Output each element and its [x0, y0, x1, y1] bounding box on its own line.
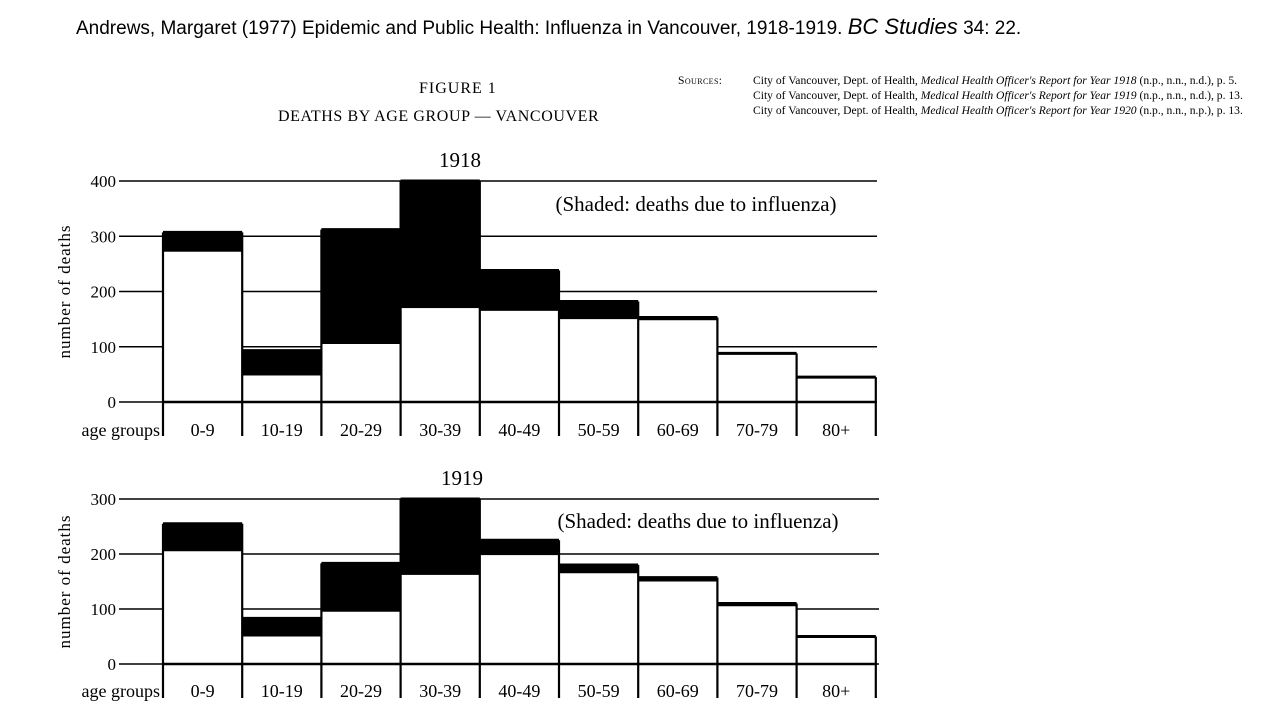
- chart-1918-category-label-0-9: 0-9: [190, 420, 215, 440]
- chart-1918-category-label-60-69: 60-69: [656, 420, 699, 440]
- chart-1919-ytick-label-0: 0: [107, 655, 116, 674]
- chart-1919-category-label-10-19: 10-19: [260, 681, 303, 701]
- figure-label: FIGURE 1: [419, 80, 497, 97]
- chart-1918-bar-other-10-19: [242, 375, 321, 402]
- chart-1919-bar-other-60-69: [638, 582, 717, 665]
- source-3-title: Medical Health Officer's Report for Year 1920: [920, 104, 1137, 117]
- chart-1918-bar-other-40-49: [480, 311, 559, 402]
- chart-1918-bar-other-60-69: [638, 320, 717, 402]
- chart-1918-bar-other-20-29: [321, 344, 400, 402]
- chart-1919-ytick-label-300: 300: [90, 490, 116, 509]
- chart-1919-bar-influenza-0-9: [163, 524, 242, 552]
- chart-1919-bar-influenza-40-49: [480, 540, 559, 555]
- chart-1918-bar-influenza-0-9: [163, 232, 242, 251]
- chart-1918-bar-influenza-10-19: [242, 351, 321, 376]
- chart-1919-bar-influenza-20-29: [321, 563, 400, 611]
- chart-1918-bar-other-80+: [797, 377, 876, 402]
- chart-1919-category-label-80+: 80+: [822, 681, 851, 701]
- chart-1919-bar-other-80+: [797, 637, 876, 665]
- chart-1919-bar-influenza-10-19: [242, 618, 321, 636]
- source-3-pre: City of Vancouver, Dept. of Health,: [753, 104, 921, 117]
- chart-1918-category-label-30-39: 30-39: [419, 420, 462, 440]
- citation-prefix: Andrews, Margaret (1977) Epidemic and Public Health: Influenza in Vancouver, 1918-1919.: [76, 18, 843, 39]
- chart-1919-bar-other-10-19: [242, 637, 321, 665]
- chart-1918-ytick-label-100: 100: [90, 337, 116, 357]
- sources-label: Sources:: [678, 74, 723, 87]
- source-1-pre: City of Vancouver, Dept. of Health,: [753, 74, 921, 87]
- chart-1918-bar-other-70-79: [717, 353, 796, 402]
- chart-1919-title: 1919: [441, 466, 483, 490]
- source-2-title: Medical Health Officer's Report for Year 1919: [920, 89, 1137, 102]
- chart-1919-category-label-70-79: 70-79: [736, 681, 778, 701]
- chart-1918-category-label-10-19: 10-19: [260, 420, 303, 440]
- chart-1919-category-label-40-49: 40-49: [498, 681, 541, 701]
- chart-1919-bar-other-20-29: [321, 612, 400, 664]
- chart-1919-bar-influenza-30-39: [401, 499, 480, 575]
- citation-journal: BC Studies: [847, 14, 958, 39]
- chart-1919-bar-other-50-59: [559, 573, 638, 664]
- chart-1918-ytick-label-400: 400: [90, 172, 116, 191]
- citation-suffix: 34: 22.: [963, 18, 1022, 39]
- chart-1918-bar-other-30-39: [401, 308, 480, 402]
- chart-1919-annotation: (Shaded: deaths due to influenza): [557, 509, 839, 533]
- chart-1918-bar-influenza-40-49: [480, 271, 559, 311]
- chart-1918-ylabel: number of deaths: [55, 224, 74, 359]
- source-2-post: (n.p., n.n., n.d.), p. 13.: [1136, 89, 1243, 102]
- chart-1918-category-label-50-59: 50-59: [577, 420, 620, 440]
- chart-1919-ytick-label-200: 200: [90, 545, 116, 564]
- chart-1918-bar-other-0-9: [163, 252, 242, 402]
- chart-1919-category-label-60-69: 60-69: [656, 681, 699, 701]
- chart-1919-ytick-label-100: 100: [90, 600, 116, 619]
- figure-title: DEATHS BY AGE GROUP — VANCOUVER: [278, 108, 600, 125]
- source-2-pre: City of Vancouver, Dept. of Health,: [753, 89, 921, 102]
- chart-1919-category-label-20-29: 20-29: [340, 681, 382, 701]
- chart-1918-category-label-80+: 80+: [822, 420, 851, 440]
- chart-1919-bar-other-40-49: [480, 555, 559, 664]
- source-3-post: (n.p., n.n., n.p.), p. 13.: [1136, 104, 1243, 117]
- chart-1918-ytick-label-300: 300: [90, 227, 116, 247]
- chart-1919-bar-other-70-79: [717, 606, 796, 664]
- chart-1918-title: 1918: [439, 148, 481, 172]
- chart-1919-ylabel: number of deaths: [55, 514, 74, 649]
- chart-1919-category-label-0-9: 0-9: [190, 681, 215, 701]
- source-1-post: (n.p., n.n., n.d.), p. 5.: [1136, 74, 1238, 87]
- chart-1918-ytick-label-0: 0: [107, 393, 116, 412]
- chart-1919-bar-other-0-9: [163, 551, 242, 664]
- chart-1919-xlabel: age groups: [81, 681, 160, 701]
- chart-1918-ytick-label-200: 200: [90, 282, 116, 302]
- chart-1918-bar-other-50-59: [559, 319, 638, 402]
- source-1-title: Medical Health Officer's Report for Year 1918: [920, 74, 1137, 87]
- chart-1918-xlabel: age groups: [81, 420, 160, 440]
- chart-1918-bar-influenza-50-59: [559, 301, 638, 319]
- chart-1918-category-label-20-29: 20-29: [340, 420, 382, 440]
- chart-1918-category-label-70-79: 70-79: [736, 420, 778, 440]
- chart-1918-bar-influenza-20-29: [321, 230, 400, 344]
- chart-1918-bar-influenza-30-39: [401, 181, 480, 308]
- chart-1919-category-label-50-59: 50-59: [577, 681, 620, 701]
- chart-1918-annotation: (Shaded: deaths due to influenza): [555, 192, 837, 216]
- chart-1918-category-label-40-49: 40-49: [498, 420, 541, 440]
- chart-1919-bar-other-30-39: [401, 575, 480, 664]
- chart-1919-category-label-30-39: 30-39: [419, 681, 462, 701]
